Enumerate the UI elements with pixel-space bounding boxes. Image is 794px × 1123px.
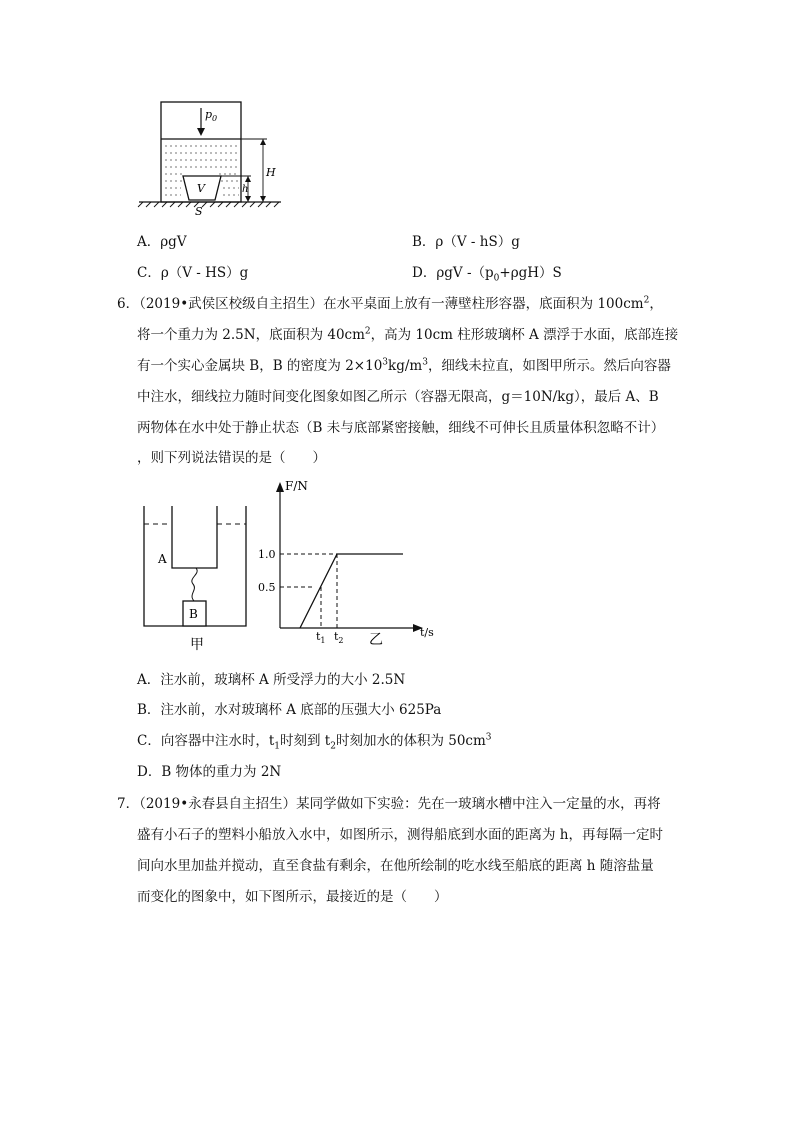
q6-line-6: ，则下列说法错误的是（ ） bbox=[137, 450, 326, 466]
yi-x-axis-label: t/s bbox=[420, 626, 434, 639]
A-label: A bbox=[158, 552, 167, 566]
q6-line-5: 两物体在水中处于静止状态（B 未与底部紧密接触，细线不可伸长且质量体积忽略不计） bbox=[137, 420, 665, 436]
S-label: S bbox=[195, 205, 203, 216]
container-figure bbox=[135, 96, 285, 216]
jia-caption: 甲 bbox=[190, 637, 204, 653]
q7-line-2: 盛有小石子的塑料小船放入水中，如图所示，测得船底到水面的距离为 h，再每隔一定时 bbox=[137, 827, 663, 843]
yi-t1-label: $t_1$ bbox=[316, 630, 326, 645]
yi-y-axis-label: F/N bbox=[285, 479, 308, 493]
p0-label: $p_0$ bbox=[205, 108, 218, 123]
q6-choice-c[interactable]: C．向容器中注水时，$t_1$时刻到 $t_2$时刻加水的体积为 $50cm^3$ bbox=[137, 732, 492, 752]
q6-line-3: 有一个实心金属块 B，B 的密度为 $2\times 10^3kg/m^3$，细线未拉直，如图甲所示。然后向容器 bbox=[137, 357, 671, 374]
cup-A bbox=[172, 506, 217, 568]
H-label: H bbox=[266, 166, 276, 179]
ground-hatch bbox=[138, 202, 279, 207]
figure-yi bbox=[255, 478, 455, 650]
figure-jia bbox=[138, 500, 253, 655]
q7-line-4: 而变化的图象中，如下图所示，最接近的是（ ） bbox=[137, 889, 448, 905]
V-label: V bbox=[197, 182, 205, 195]
yi-force-curve bbox=[300, 554, 403, 628]
q6-choice-a[interactable]: A．注水前，玻璃杯 A 所受浮力的大小 2.5N bbox=[137, 672, 406, 688]
B-label: B bbox=[189, 607, 198, 621]
string bbox=[192, 568, 197, 601]
q6-line-1: 6．（2019•武侯区校级自主招生）在水平桌面上放有一薄壁柱形容器，底面积为 $100cm^2$， bbox=[117, 295, 663, 312]
q5-choice-c[interactable]: C．ρ（V - HS）g bbox=[137, 265, 249, 281]
q6-line-4: 中注水，细线拉力随时间变化图象如图乙所示（容器无限高，g＝10N/kg），最后 A、B bbox=[137, 389, 659, 405]
yi-tick-0.5: 0.5 bbox=[258, 581, 276, 594]
q5-choice-a[interactable]: A．ρgV bbox=[137, 234, 187, 250]
q5-choice-b[interactable]: B．ρ（V - hS）g bbox=[412, 234, 520, 250]
q6-line-2: 将一个重力为 2.5N，底面积为 $40cm^2$，高为 10cm 柱形玻璃杯 A 漂浮于水面，底部连接 bbox=[137, 326, 679, 343]
q7-line-1: 7．（2019•永春县自主招生）某同学做如下实验：先在一玻璃水槽中注入一定量的水，再将 bbox=[117, 796, 661, 812]
q5-choice-d[interactable]: D．ρgV $-(p_0+\rho gH)S$ bbox=[412, 265, 562, 284]
yi-tick-1.0: 1.0 bbox=[258, 548, 276, 561]
q7-line-3: 间向水里加盐并搅动，直至食盐有剩余，在他所绘制的吃水线至船底的距离 h 随溶盐量 bbox=[137, 858, 654, 874]
q6-choice-b[interactable]: B．注水前，水对玻璃杯 A 底部的压强大小 625Pa bbox=[137, 702, 442, 718]
h-label: h bbox=[242, 184, 249, 195]
q6-choice-d[interactable]: D．B 物体的重力为 2N bbox=[137, 764, 282, 780]
yi-t2-label: $t_2$ bbox=[334, 630, 344, 645]
yi-caption: 乙 bbox=[369, 632, 383, 648]
